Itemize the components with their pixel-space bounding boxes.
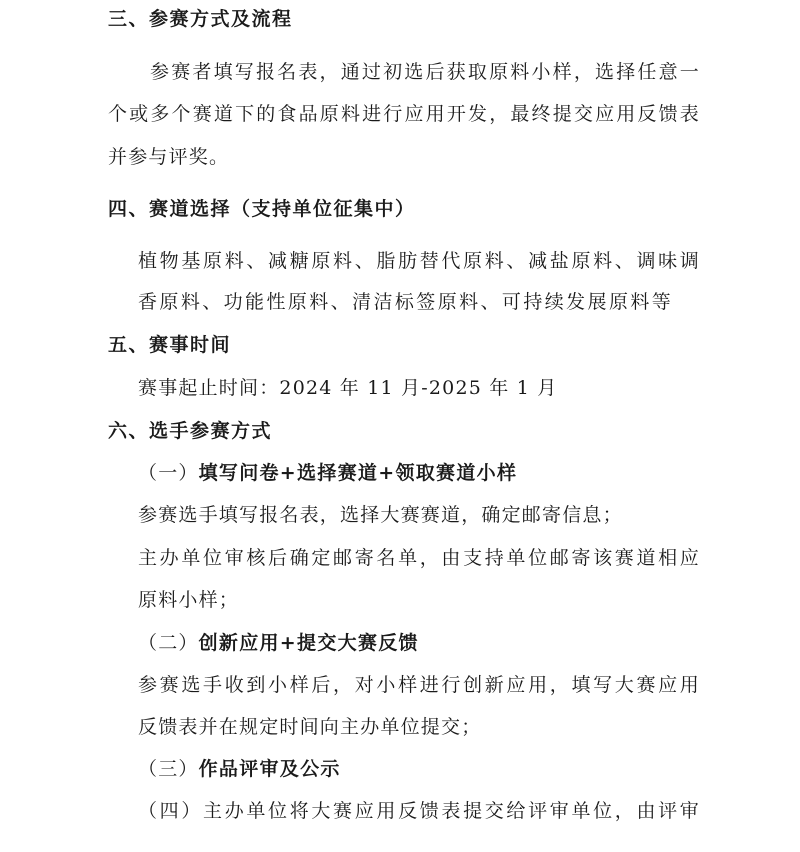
step-1-heading [138, 461, 517, 485]
section-3-line-2: 个或多个赛道下的食品原料进行应用开发，最终提交应用反馈表 [108, 103, 700, 125]
section-6-heading: 六、选手参赛方式 [108, 420, 273, 442]
step-2-heading [138, 631, 419, 655]
step-1-line-3: 原料小样； [138, 589, 240, 611]
step-2-prefix: （二） [138, 632, 199, 654]
step-3-title: 作品评审及公示 [198, 758, 341, 780]
step-1-line-2: 主办单位审核后确定邮寄名单，由支持单位邮寄该赛道相应 [138, 547, 700, 569]
section-4-line-2: 香原料、功能性原料、清洁标签原料、可持续发展原料等 [138, 291, 672, 313]
step-3-prefix: （三） [138, 758, 199, 780]
step-2-title: 创新应用+提交大赛反馈 [198, 632, 419, 654]
step-1-title: 填写问卷+选择赛道+领取赛道小样 [198, 462, 518, 484]
section-3-line-1: 参赛者填写报名表，通过初选后获取原料小样，选择任意一 [150, 61, 700, 83]
step-2-line-1: 参赛选手收到小样后，对小样进行创新应用，填写大赛应用 [138, 674, 700, 696]
step-4-line: （四）主办单位将大赛应用反馈表提交给评审单位，由评审 [138, 800, 700, 822]
section-3-heading: 三、参赛方式及流程 [108, 8, 293, 30]
section-3-line-3: 并参与评奖。 [108, 146, 230, 168]
section-5-line: 赛事起止时间：2024 年 11 月-2025 年 1 月 [138, 377, 558, 399]
section-5-heading: 五、赛事时间 [108, 334, 232, 356]
step-1-prefix: （一） [138, 462, 199, 484]
section-4-line-1: 植物基原料、减糖原料、脂肪替代原料、减盐原料、调味调 [138, 250, 700, 272]
step-2-line-2: 反馈表并在规定时间向主办单位提交； [138, 716, 482, 738]
step-3-heading [138, 757, 341, 781]
section-4-heading: 四、赛道选择（支持单位征集中） [108, 198, 416, 220]
step-1-line-1: 参赛选手填写报名表，选择大赛赛道，确定邮寄信息； [138, 504, 623, 526]
